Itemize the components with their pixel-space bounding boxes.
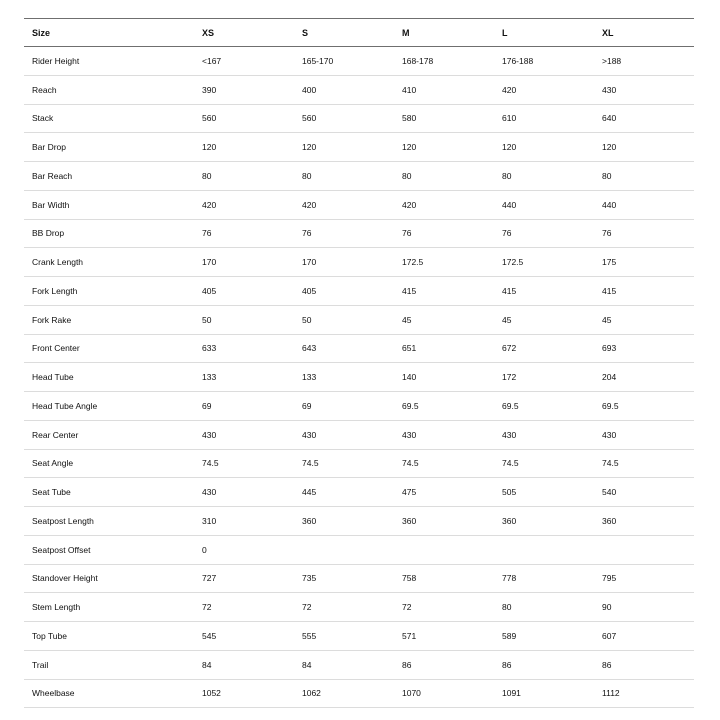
table-cell: 430 [602, 84, 617, 95]
table-cell [394, 535, 494, 564]
table-row [24, 622, 694, 651]
table-cell: 360 [302, 515, 317, 526]
table-cell: 1070 [402, 688, 421, 699]
table-cell: 440 [502, 199, 517, 210]
column-header-xs: XS [202, 27, 215, 38]
table-cell: 168-178 [402, 55, 434, 66]
table-row [24, 162, 694, 191]
table-cell: 415 [602, 285, 617, 296]
table-cell: 540 [602, 487, 617, 498]
table-cell: 633 [202, 343, 217, 354]
table-cell: 727 [202, 573, 217, 584]
table-cell: 545 [202, 630, 217, 641]
table-cell: 72 [402, 602, 412, 613]
row-label: Crank Length [32, 257, 84, 268]
table-cell: 45 [602, 314, 612, 325]
table-cell: 172 [502, 372, 517, 383]
table-cell: 69 [302, 400, 312, 411]
table-cell: 430 [202, 429, 217, 440]
table-cell: 90 [602, 602, 612, 613]
table-cell: 80 [502, 602, 512, 613]
row-label: BB Drop [32, 228, 65, 239]
table-row [24, 420, 694, 449]
table-cell: 415 [502, 285, 517, 296]
table-cell: 80 [402, 170, 412, 181]
table-cell: 430 [602, 429, 617, 440]
table-cell: 758 [402, 573, 417, 584]
table-cell: 133 [202, 372, 217, 383]
table-cell: 74.5 [302, 458, 319, 469]
table-cell: 76 [502, 228, 512, 239]
table-cell: 172.5 [502, 257, 524, 268]
table-cell: 120 [502, 142, 517, 153]
table-row [24, 219, 694, 248]
table-cell: 643 [302, 343, 317, 354]
table-cell: 430 [402, 429, 417, 440]
row-label: Bar Reach [32, 170, 73, 181]
table-row [24, 305, 694, 334]
table-cell: 589 [502, 630, 517, 641]
table-row [24, 564, 694, 593]
table-row [24, 75, 694, 104]
table-cell: 651 [402, 343, 417, 354]
table-cell: 560 [202, 113, 217, 124]
row-label: Bar Drop [32, 142, 67, 153]
table-cell: 72 [302, 602, 312, 613]
table-row [24, 334, 694, 363]
table-cell: 69.5 [602, 400, 619, 411]
table-row [24, 363, 694, 392]
table-cell: 172.5 [402, 257, 424, 268]
column-header-l: L [502, 27, 508, 38]
table-cell: 420 [502, 84, 517, 95]
table-cell: <167 [202, 55, 222, 66]
table-cell: 120 [302, 142, 317, 153]
table-row [24, 679, 694, 708]
table-cell: 1112 [602, 688, 620, 699]
table-row [24, 190, 694, 219]
row-label: Head Tube [32, 372, 74, 383]
table-cell: 74.5 [402, 458, 419, 469]
table-cell: 76 [302, 228, 312, 239]
table-cell: 80 [302, 170, 312, 181]
table-cell: 560 [302, 113, 317, 124]
table-cell: 74.5 [502, 458, 519, 469]
row-label: Front Center [32, 343, 80, 354]
table-cell: 420 [402, 199, 417, 210]
table-cell: 360 [602, 515, 617, 526]
row-label: Fork Rake [32, 314, 72, 325]
table-cell: 610 [502, 113, 517, 124]
row-label: Trail [32, 659, 49, 670]
row-label: Reach [32, 84, 57, 95]
table-cell: 120 [202, 142, 217, 153]
table-cell: 133 [302, 372, 317, 383]
table-cell: 390 [202, 84, 217, 95]
table-cell: 735 [302, 573, 317, 584]
table-cell: 72 [202, 602, 212, 613]
row-label: Seatpost Length [32, 515, 94, 526]
column-header-xl: XL [602, 27, 614, 38]
table-cell: 69.5 [402, 400, 419, 411]
table-cell: 120 [402, 142, 417, 153]
table-cell: 170 [302, 257, 317, 268]
row-label: Bar Width [32, 199, 70, 210]
table-cell: 140 [402, 372, 417, 383]
table-cell: 175 [602, 257, 617, 268]
table-cell: 74.5 [202, 458, 219, 469]
table-cell: 420 [302, 199, 317, 210]
table-row [24, 650, 694, 679]
table-row [24, 593, 694, 622]
row-label: Top Tube [32, 630, 67, 641]
geometry-table-header [24, 19, 694, 47]
table-cell: 76 [202, 228, 212, 239]
table-cell: 1052 [202, 688, 221, 699]
table-cell: 80 [602, 170, 612, 181]
row-label: Stem Length [32, 602, 81, 613]
table-cell: 310 [202, 515, 217, 526]
header-row [24, 19, 694, 47]
table-cell: 165-170 [302, 55, 334, 66]
table-cell: 69.5 [502, 400, 519, 411]
table-cell: 86 [402, 659, 412, 670]
row-label: Seat Tube [32, 487, 71, 498]
table-cell: 86 [502, 659, 512, 670]
table-cell: 84 [202, 659, 212, 670]
table-cell: 120 [602, 142, 617, 153]
table-cell: 430 [202, 487, 217, 498]
geometry-table-body [24, 47, 694, 708]
table-cell: 410 [402, 84, 417, 95]
table-cell: 360 [502, 515, 517, 526]
table-row [24, 248, 694, 277]
row-label: Rear Center [32, 429, 79, 440]
table-cell: 405 [302, 285, 317, 296]
table-row [24, 133, 694, 162]
table-cell: 360 [402, 515, 417, 526]
row-label: Seat Angle [32, 458, 74, 469]
table-cell: 176-188 [502, 55, 534, 66]
table-cell: 0 [202, 544, 207, 555]
table-cell: 778 [502, 573, 517, 584]
row-label: Wheelbase [32, 688, 75, 699]
row-label: Standover Height [32, 573, 98, 584]
row-label: Rider Height [32, 55, 80, 66]
table-cell: >188 [602, 55, 622, 66]
table-cell: 1062 [302, 688, 321, 699]
row-label: Fork Length [32, 285, 78, 296]
row-label: Stack [32, 113, 54, 124]
table-cell: 74.5 [602, 458, 619, 469]
table-cell: 69 [202, 400, 212, 411]
table-cell: 50 [302, 314, 312, 325]
table-cell: 400 [302, 84, 317, 95]
table-row [24, 104, 694, 133]
table-cell: 170 [202, 257, 217, 268]
table-row [24, 277, 694, 306]
table-row [24, 47, 694, 76]
table-cell: 607 [602, 630, 617, 641]
column-header-s: S [302, 27, 309, 38]
table-cell: 45 [402, 314, 412, 325]
table-cell: 76 [602, 228, 612, 239]
table-row [24, 535, 694, 564]
table-row [24, 507, 694, 536]
table-cell: 76 [402, 228, 412, 239]
row-label: Head Tube Angle [32, 400, 98, 411]
table-cell [294, 535, 394, 564]
table-cell: 640 [602, 113, 617, 124]
table-cell: 571 [402, 630, 417, 641]
table-cell [494, 535, 594, 564]
table-cell: 672 [502, 343, 517, 354]
table-cell: 795 [602, 573, 617, 584]
table-cell: 505 [502, 487, 517, 498]
table-row [24, 478, 694, 507]
table-cell: 430 [302, 429, 317, 440]
table-cell: 415 [402, 285, 417, 296]
table-cell [594, 535, 694, 564]
table-cell: 80 [502, 170, 512, 181]
table-cell: 84 [302, 659, 312, 670]
table-cell: 45 [502, 314, 512, 325]
geometry-table [24, 18, 694, 708]
table-cell: 80 [202, 170, 212, 181]
table-cell: 420 [202, 199, 217, 210]
table-cell: 693 [602, 343, 617, 354]
table-cell: 204 [602, 372, 617, 383]
table-cell: 1091 [502, 688, 521, 699]
column-header-m: M [402, 27, 410, 38]
table-cell: 86 [602, 659, 612, 670]
table-row [24, 449, 694, 478]
table-cell: 440 [602, 199, 617, 210]
table-cell: 580 [402, 113, 417, 124]
table-row [24, 392, 694, 421]
table-cell: 405 [202, 285, 217, 296]
table-cell: 555 [302, 630, 317, 641]
row-label: Seatpost Offset [32, 544, 91, 555]
table-cell: 445 [302, 487, 317, 498]
table-cell: 475 [402, 487, 417, 498]
table-cell: 430 [502, 429, 517, 440]
table-cell: 50 [202, 314, 212, 325]
column-header-size: Size [32, 27, 51, 38]
